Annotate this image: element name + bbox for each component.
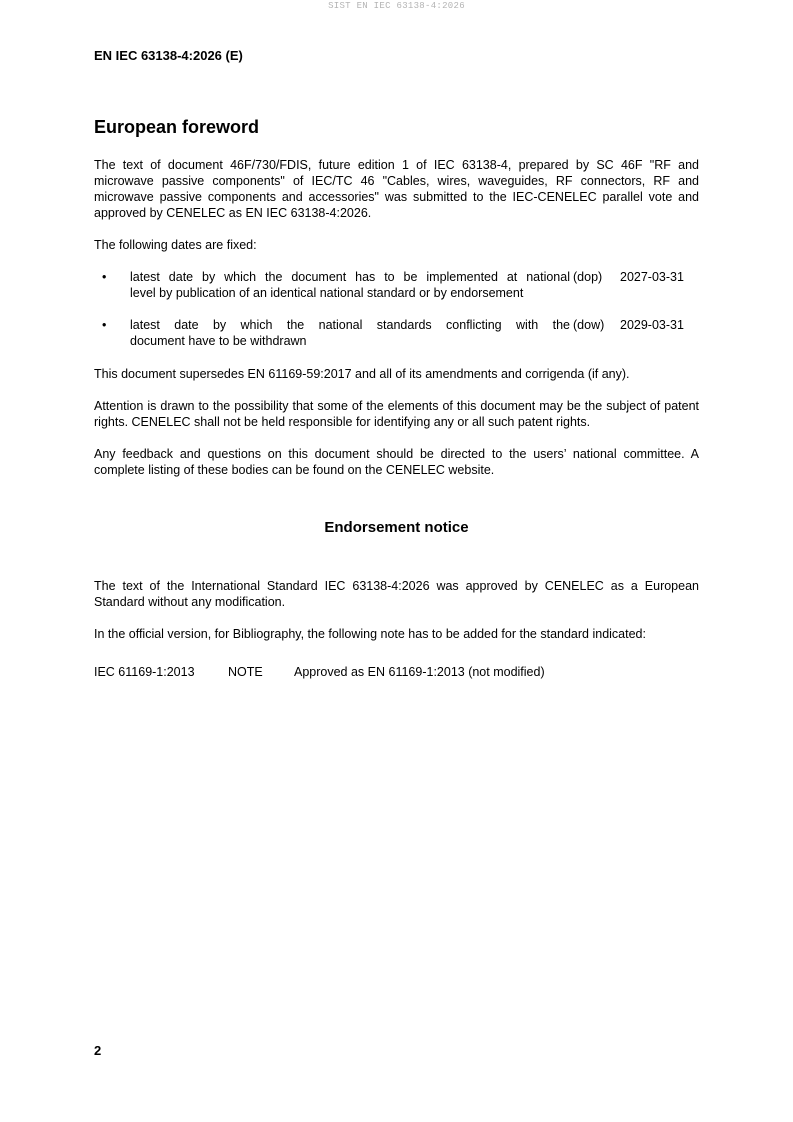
- date-item-abbreviation: (dop): [573, 270, 603, 284]
- feedback-paragraph: Any feedback and questions on this document should be directed to the users’ national committee. A complete listing of these bodies can be found on the CENELEC website.: [94, 447, 699, 477]
- date-item-abbreviation: (dow): [573, 318, 605, 332]
- date-item-line2: document have to be withdrawn: [130, 334, 307, 348]
- note-text: Approved as EN 61169-1:2013 (not modified): [294, 665, 545, 679]
- foreword-paragraph: The text of document 46F/730/FDIS, future edition 1 of IEC 63138-4, prepared by SC 46F "RF and microwave passive components" of IEC/TC 46 "Cables, wires, waveguides, RF connectors, RF and microwave passive components and accessories" was submitted to the IEC-CENELEC parallel vote and approved by CENELEC as EN IEC 63138-4:2026.: [94, 158, 699, 220]
- bibliography-paragraph: In the official version, for Bibliography, the following note has to be added for the standard indicated:: [94, 627, 646, 641]
- bullet-icon: •: [102, 318, 107, 332]
- date-item-line1: latest date by which the national standards conflicting with the: [130, 318, 570, 332]
- endorsement-title: Endorsement notice: [324, 519, 469, 536]
- watermark: SIST EN IEC 63138-4:2026: [328, 1, 465, 11]
- date-item-date: 2029-03-31: [620, 318, 684, 332]
- date-item-line1: latest date by which the document has to be implemented at national: [130, 270, 570, 284]
- document-identifier: EN IEC 63138-4:2026 (E): [94, 48, 243, 63]
- supersedes-paragraph: This document supersedes EN 61169-59:2017 and all of its amendments and corrigenda (if any).: [94, 367, 630, 381]
- endorsement-paragraph: The text of the International Standard IEC 63138-4:2026 was approved by CENELEC as a European Standard without any modification.: [94, 579, 699, 609]
- date-item-line2: level by publication of an identical national standard or by endorsement: [130, 286, 524, 300]
- note-label: NOTE: [228, 665, 263, 679]
- foreword-title: European foreword: [94, 117, 260, 137]
- date-item-date: 2027-03-31: [620, 270, 684, 284]
- patent-paragraph: Attention is drawn to the possibility that some of the elements of this document may be the subject of patent rights. CENELEC shall not be held responsible for identifying any or all such patent rights.: [94, 399, 699, 429]
- date-item-description: [130, 269, 570, 301]
- date-item-description: [130, 317, 570, 349]
- bullet-icon: •: [102, 270, 107, 284]
- page-number: 2: [94, 1043, 102, 1058]
- note-standard: IEC 61169-1:2013: [94, 665, 195, 679]
- dates-intro: The following dates are fixed:: [94, 238, 257, 252]
